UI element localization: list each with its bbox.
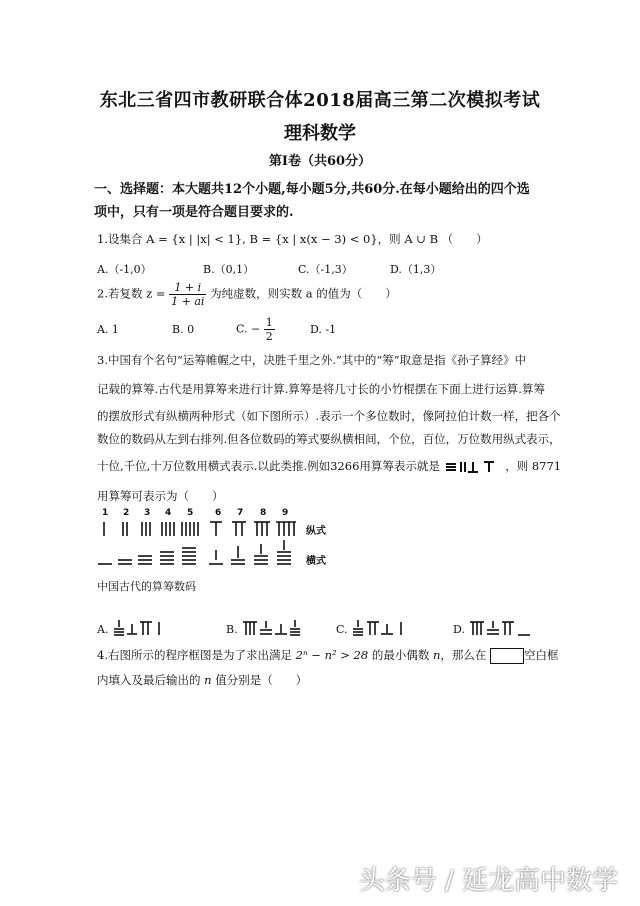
blank-box [490, 648, 524, 664]
q2-option-c-fraction: $\frac{1}{2}$ [265, 316, 273, 343]
exam-subject: 理科数学 [284, 123, 356, 144]
q3-option-a: A. [97, 618, 174, 636]
q3-line-6: 用算筹可表示为（ ） [97, 489, 224, 503]
q3-option-b: B. [226, 618, 311, 636]
exam-volume: 第Ⅰ卷（共60分） [268, 154, 372, 169]
q2-numerator: 1 + i [169, 281, 206, 295]
q1-option-c: C.（-1,3） [298, 263, 353, 276]
digit-7: 7 [237, 508, 244, 518]
rod-caption: 中国古代的算筹数码 [97, 580, 196, 593]
label-horizontal: 横式 [306, 556, 326, 567]
label-vertical: 纵式 [306, 526, 326, 537]
question-4-line-1: 4.右图所示的程序框图是为了求出满足 2ⁿ − n² > 28 的最小偶数 n，那么在 空白框 [97, 648, 559, 662]
digit-1: 1 [102, 508, 109, 518]
digit-4: 4 [165, 508, 172, 518]
watermark: 头条号 / 延龙高中数学 [358, 866, 618, 896]
vertical-rods [104, 522, 296, 536]
q3-line-4: 数位的数码从左到右排列.但各位数码的筹式要纵横相间，个位，百位，万位数用纵式表示， [97, 432, 561, 446]
q2-prefix: 2.若复数 z = [97, 286, 166, 301]
q3-option-c-rods [351, 618, 415, 636]
question-4-line-2: 内填入及最后输出的 n 值分别是（ ） [97, 673, 308, 687]
rod-numeral-chart [96, 506, 376, 578]
q2-fraction [169, 281, 206, 308]
q3-line-3: 的摆放形式有纵横两种形式（如下图所示）.表示一个多位数时，像阿拉伯计数一样，把各个 [97, 409, 561, 423]
digit-6: 6 [215, 508, 222, 518]
q3-line-5: 十位,千位,十万位数用横式表示.以此类推.例如3266用算筹表示就是 ，则 8771 [97, 459, 562, 473]
q3-line-1: 3.中国有个名句“运筹帷幄之中，决胜千里之外.”其中的“筹”取意是指《孙子算经》中 [97, 353, 527, 367]
section-heading-line2: 项中，只有一项是符合题目要求的. [94, 205, 294, 220]
q2-option-a: A. 1 [97, 323, 119, 336]
section-heading-line1: 一、选择题：本大题共12个小题,每小题5分,共60分.在每小题给出的四个选 [94, 182, 530, 197]
q1-option-d: D.（1,3） [390, 263, 442, 276]
q2-option-d: D. -1 [310, 323, 337, 336]
q3-option-b-rods [241, 618, 311, 636]
q2-denominator: 1 + ai [171, 295, 205, 308]
exam-title: 东北三省四市教研联合体2018届高三第二次模拟考试 [99, 90, 541, 111]
digit-8: 8 [260, 508, 267, 518]
q3-option-a-rods [112, 618, 174, 636]
q3-line-2: 记载的算筹.古代是用算筹来进行计算.算筹是将几寸长的小竹棍摆在下面上进行运算.算筹 [97, 382, 545, 396]
q1-option-b: B.（0,1） [203, 263, 255, 276]
q3-option-c: C. [336, 618, 415, 636]
digit-2: 2 [123, 508, 130, 518]
digit-9: 9 [282, 508, 289, 518]
digit-3: 3 [144, 508, 151, 518]
digit-5: 5 [187, 508, 194, 518]
question-1: 1.设集合 A = {x | |x| < 1}, B = {x | x(x − 3) < 0}，则 A ∪ B （ ） [97, 232, 488, 246]
q3-option-d-rods [468, 618, 536, 636]
q1-option-a: A.（-1,0） [97, 263, 152, 276]
q2-option-c: C. − $\frac{1}{2}$ [236, 316, 273, 343]
rod-3266-example [444, 459, 502, 475]
horizontal-rods [98, 540, 291, 564]
q4-formula: 2ⁿ − n² > 28 [295, 648, 369, 662]
q2-option-b: B. 0 [172, 323, 195, 336]
q2-suffix: 为纯虚数，则实数 a 的值为（ ） [210, 286, 397, 301]
question-2 [97, 281, 397, 308]
q3-option-d: D. [453, 618, 536, 636]
